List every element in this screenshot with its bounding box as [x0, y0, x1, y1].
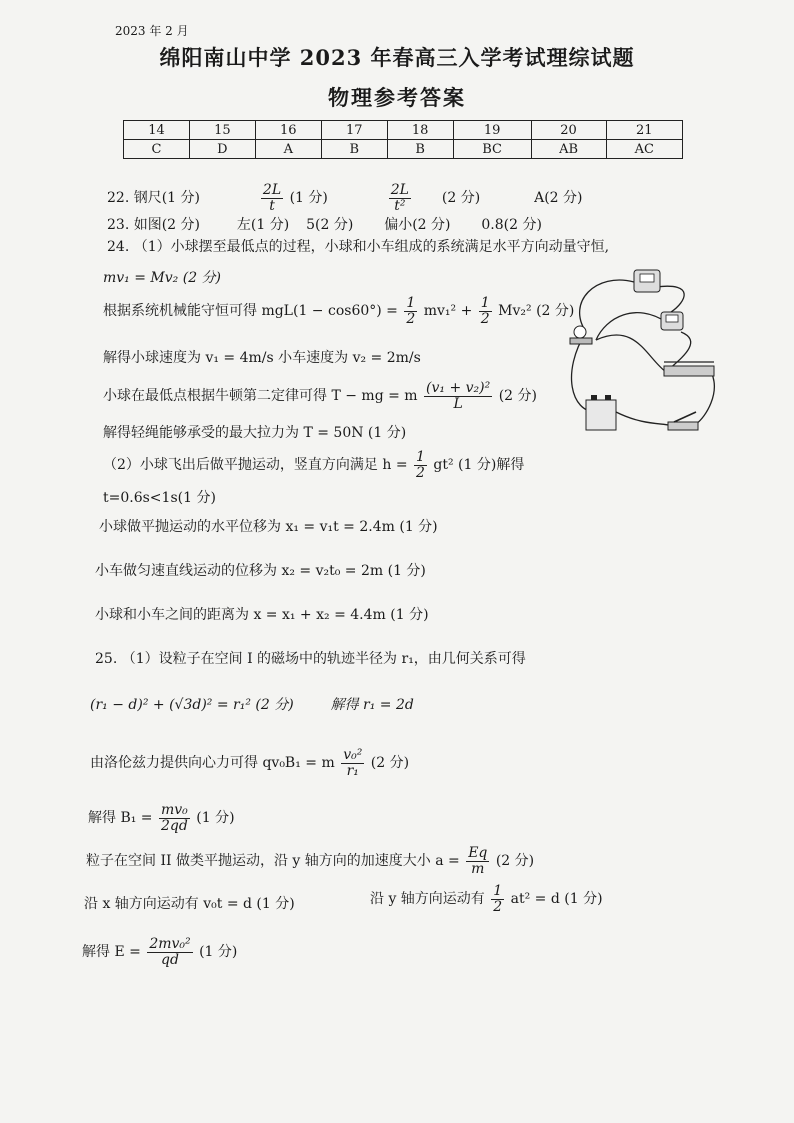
q24-intro: 24. （1）小球摆至最低点的过程，小球和小车组成的系统满足水平方向动量守恒, [107, 239, 610, 255]
q23-part: 左(1 分) [236, 217, 290, 233]
question-number: 20 [531, 121, 606, 140]
fraction-numerator: mv₀ [159, 803, 190, 819]
q25-geometry-eq: (r₁ − d)² + (√3d)² = r₁² (2 分) [90, 697, 294, 713]
q25-e-fraction [147, 937, 192, 967]
q25-lorentz [90, 748, 409, 778]
meter-dial-icon [640, 274, 654, 282]
fraction-numerator: 1 [406, 295, 416, 311]
fraction-denominator: t [269, 197, 275, 214]
answer-cell: D [189, 140, 255, 159]
q25-x-motion: 沿 x 轴方向运动有 v₀t = d (1 分) [84, 896, 295, 912]
circuit-wire [616, 412, 676, 427]
fraction-numerator: 2mv₀² [149, 936, 191, 952]
q25-y-motion [370, 884, 603, 914]
q22-score-3: A(2 分) [534, 190, 583, 207]
q24-speeds: 解得小球速度为 v₁ = 4m/s 小车速度为 v₂ = 2m/s [103, 350, 421, 366]
fraction-numerator: v₀² [343, 747, 363, 763]
switch-icon [668, 422, 698, 430]
q23-part: 23. 如图(2 分) [107, 217, 200, 233]
fraction-denominator: L [453, 395, 463, 412]
fraction-numerator: 1 [416, 449, 425, 465]
question-number: 15 [189, 121, 255, 140]
fraction-denominator: r₁ [346, 762, 359, 779]
q22-score-2: (2 分) [441, 190, 481, 207]
q24-time: t=0.6s<1s(1 分) [103, 490, 216, 506]
circuit-wire [696, 372, 714, 424]
half-fraction [491, 884, 504, 914]
q25-e [82, 937, 237, 967]
fraction-denominator: 2qd [160, 817, 188, 834]
q23-line [107, 214, 542, 234]
q25-b1-fraction [159, 803, 190, 833]
half-fraction [479, 296, 492, 326]
q22-line [107, 183, 582, 213]
q24-energy-pre: 根据系统机械能守恒可得 mgL(1 − cos60°) = [103, 303, 403, 320]
q25-intro: 25. （1）设粒子在空间 I 的磁场中的轨迹半径为 r₁，由几何关系可得 [95, 651, 526, 667]
bulb-icon [574, 326, 586, 338]
fraction-numerator: 1 [493, 883, 503, 899]
answer-table-answers-row [124, 140, 683, 159]
bulb-base-icon [570, 338, 592, 344]
q24-momentum: mv₁ = Mv₂ (2 分) [103, 270, 222, 286]
answer-cell: AC [606, 140, 682, 159]
fraction-numerator: 1 [480, 295, 490, 311]
answer-cell: BC [453, 140, 531, 159]
fraction-numerator: Eq [468, 845, 488, 861]
half-fraction [404, 296, 417, 326]
fraction-numerator: 2L [262, 182, 282, 198]
q25-accel-fraction [466, 846, 489, 876]
q24-newton-fraction [424, 381, 492, 411]
answer-cell: C [124, 140, 190, 159]
answer-cell: AB [531, 140, 606, 159]
fraction-numerator: (v₁ + v₂)² [426, 380, 491, 396]
q24-x1: 小球做平抛运动的水平位移为 x₁ = v₁t = 2.4m (1 分) [99, 519, 438, 535]
answer-cell: B [387, 140, 453, 159]
q24-x2: 小车做匀速直线运动的位移为 x₂ = v₂t₀ = 2m (1 分) [95, 563, 426, 579]
question-number: 18 [387, 121, 453, 140]
question-number: 17 [321, 121, 387, 140]
circuit-diagram [556, 262, 726, 442]
q25-geometry-solution: 解得 r₁ = 2d [330, 697, 414, 713]
q24-part2 [103, 450, 524, 480]
q24-newton-score: (2 分) [498, 388, 537, 405]
q24-energy [103, 296, 574, 326]
switch-lever-icon [674, 412, 696, 422]
q22-fraction-1 [261, 183, 283, 213]
q25-b1-pre: 解得 B₁ = [88, 810, 157, 827]
fraction-denominator: 2 [406, 310, 416, 327]
q25-y-motion-pre: 沿 y 轴方向运动有 [370, 891, 485, 908]
exam-date: 2023 年 2 月 [115, 24, 189, 38]
q25-lorentz-fraction [341, 748, 364, 778]
q23-part: 5(2 分) [306, 217, 354, 233]
q24-x: 小球和小车之间的距离为 x = x₁ + x₂ = 4.4m (1 分) [95, 607, 429, 623]
rheostat-icon [664, 366, 714, 376]
answer-cell: A [255, 140, 321, 159]
fraction-denominator: 2 [416, 464, 425, 481]
q25-e-score: (1 分) [199, 944, 238, 961]
answer-table-numbers-row [124, 121, 683, 140]
q25-b1-score: (1 分) [196, 810, 235, 827]
battery-terminal-icon [591, 395, 597, 400]
q24-part2-post: gt² (1 分)解得 [433, 457, 525, 474]
circuit-wire [596, 335, 666, 372]
q25-lorentz-pre: 由洛伦兹力提供向心力可得 qv₀B₁ = m [90, 755, 335, 772]
question-number: 14 [124, 121, 190, 140]
q25-accel-pre: 粒子在空间 II 做类平抛运动，沿 y 轴方向的加速度大小 a = [86, 853, 465, 870]
q22-score-1: (1 分) [289, 190, 328, 207]
q24-energy-end: Mv₂² (2 分) [498, 303, 575, 320]
fraction-denominator: 2 [493, 898, 503, 915]
q25-accel-score: (2 分) [495, 853, 535, 870]
answer-table [123, 120, 683, 159]
page-subtitle: 物理参考答案 [328, 85, 466, 110]
half-fraction [414, 450, 427, 480]
fraction-numerator: 2L [390, 182, 409, 198]
q24-newton-pre: 小球在最低点根据牛顿第二定律可得 T − mg = m [103, 388, 418, 405]
q25-b1 [88, 803, 235, 833]
q25-lorentz-score: (2 分) [370, 755, 410, 772]
q24-energy-mid: mv₁² + [423, 303, 477, 320]
q24-part2-pre: （2）小球飞出后做平抛运动，竖直方向满足 h = [103, 457, 413, 474]
answer-cell: B [321, 140, 387, 159]
page-title: 绵阳南山中学 2023 年春高三入学考试理综试题 [159, 45, 635, 70]
q22-label: 22. 钢尺(1 分) [107, 190, 200, 207]
battery-icon [586, 400, 616, 430]
q22-fraction-2 [389, 183, 411, 213]
fraction-denominator: 2 [480, 310, 490, 327]
q24-newton [103, 381, 537, 411]
question-number: 16 [255, 121, 321, 140]
q25-e-pre: 解得 E = [82, 944, 146, 961]
q24-tension: 解得轻绳能够承受的最大拉力为 T = 50N (1 分) [103, 425, 407, 441]
battery-terminal-icon [605, 395, 611, 400]
fraction-denominator: m [471, 860, 485, 877]
q25-geometry [90, 694, 414, 714]
q25-y-motion-post: at² = d (1 分) [510, 891, 603, 908]
q23-part: 偏小(2 分) [384, 217, 451, 233]
q25-accel [86, 846, 534, 876]
fraction-denominator: t² [394, 197, 406, 214]
q23-part: 0.8(2 分) [481, 217, 542, 233]
question-number: 21 [606, 121, 682, 140]
question-number: 19 [453, 121, 531, 140]
fraction-denominator: qd [161, 951, 179, 968]
meter-dial-icon [666, 315, 678, 322]
